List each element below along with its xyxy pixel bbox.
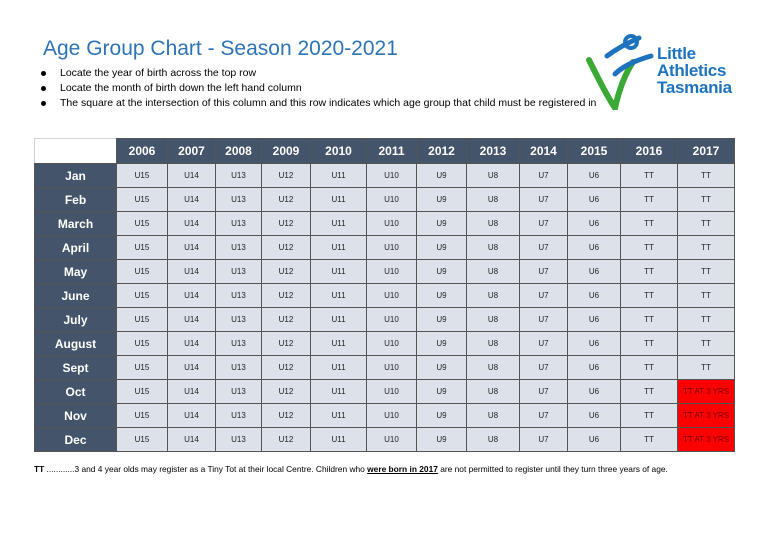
age-group-cell: U12 bbox=[262, 332, 311, 356]
month-label: August bbox=[35, 332, 117, 356]
age-group-cell: U12 bbox=[262, 236, 311, 260]
month-label: Feb bbox=[35, 188, 117, 212]
age-group-cell: U14 bbox=[168, 404, 216, 428]
year-header-2013: 2013 bbox=[467, 139, 520, 164]
age-group-cell: U15 bbox=[117, 380, 168, 404]
age-group-cell: U9 bbox=[417, 404, 467, 428]
age-group-cell: U10 bbox=[367, 308, 417, 332]
age-group-cell: U8 bbox=[467, 188, 520, 212]
age-group-cell: U7 bbox=[520, 308, 568, 332]
age-group-cell: U11 bbox=[311, 356, 367, 380]
age-group-cell: U11 bbox=[311, 404, 367, 428]
age-group-cell: U11 bbox=[311, 260, 367, 284]
age-group-cell: U8 bbox=[467, 284, 520, 308]
age-group-cell: U11 bbox=[311, 188, 367, 212]
age-group-cell: U8 bbox=[467, 428, 520, 452]
age-group-cell: TT bbox=[621, 236, 678, 260]
age-group-cell: U7 bbox=[520, 164, 568, 188]
month-label: July bbox=[35, 308, 117, 332]
age-group-cell: TT bbox=[678, 188, 735, 212]
age-group-cell: U9 bbox=[417, 428, 467, 452]
year-header-row bbox=[35, 139, 735, 164]
age-group-cell: U7 bbox=[520, 188, 568, 212]
year-header-2015: 2015 bbox=[568, 139, 621, 164]
age-group-cell: U15 bbox=[117, 308, 168, 332]
age-group-cell: U6 bbox=[568, 260, 621, 284]
age-group-cell: U11 bbox=[311, 428, 367, 452]
age-group-cell: U13 bbox=[216, 164, 262, 188]
footnote-emphasis: were born in 2017 bbox=[367, 464, 438, 474]
age-group-cell: U15 bbox=[117, 404, 168, 428]
age-group-cell: TT bbox=[621, 188, 678, 212]
age-group-cell: U10 bbox=[367, 404, 417, 428]
age-group-table bbox=[34, 138, 735, 452]
month-label: Dec bbox=[35, 428, 117, 452]
age-group-cell: U7 bbox=[520, 404, 568, 428]
age-group-cell: U13 bbox=[216, 308, 262, 332]
table-row bbox=[35, 332, 735, 356]
age-group-cell: U9 bbox=[417, 260, 467, 284]
age-group-cell: U13 bbox=[216, 212, 262, 236]
age-group-cell: U11 bbox=[311, 380, 367, 404]
age-group-cell: U8 bbox=[467, 164, 520, 188]
age-group-cell: TT bbox=[621, 404, 678, 428]
table-row bbox=[35, 404, 735, 428]
footnote-label: TT bbox=[34, 464, 45, 474]
logo-text-line1: Little bbox=[657, 44, 696, 63]
age-group-cell: U12 bbox=[262, 404, 311, 428]
age-group-cell: TT AT 3 YRS bbox=[678, 404, 735, 428]
age-group-cell: TT bbox=[621, 260, 678, 284]
table-row bbox=[35, 164, 735, 188]
year-header-2014: 2014 bbox=[520, 139, 568, 164]
age-group-cell: U7 bbox=[520, 212, 568, 236]
age-group-cell: U14 bbox=[168, 212, 216, 236]
month-label: April bbox=[35, 236, 117, 260]
age-group-cell: U12 bbox=[262, 428, 311, 452]
table-row bbox=[35, 236, 735, 260]
age-group-cell: U13 bbox=[216, 404, 262, 428]
logo-text-line3: Tasmania bbox=[657, 78, 732, 97]
age-group-cell: U15 bbox=[117, 428, 168, 452]
age-group-cell: U8 bbox=[467, 260, 520, 284]
age-group-cell: U6 bbox=[568, 428, 621, 452]
table-row bbox=[35, 188, 735, 212]
age-group-cell: U12 bbox=[262, 380, 311, 404]
age-group-cell: U7 bbox=[520, 260, 568, 284]
age-group-cell: U8 bbox=[467, 212, 520, 236]
age-group-cell: U9 bbox=[417, 236, 467, 260]
age-group-cell: U6 bbox=[568, 284, 621, 308]
age-group-cell: U6 bbox=[568, 332, 621, 356]
age-group-cell: U8 bbox=[467, 332, 520, 356]
age-group-cell: U8 bbox=[467, 236, 520, 260]
age-group-cell: TT bbox=[678, 236, 735, 260]
instructions-list bbox=[38, 66, 596, 111]
age-group-cell: TT bbox=[621, 356, 678, 380]
age-group-cell: U8 bbox=[467, 404, 520, 428]
age-group-cell: U10 bbox=[367, 260, 417, 284]
age-group-cell: U10 bbox=[367, 212, 417, 236]
year-header-2006: 2006 bbox=[117, 139, 168, 164]
age-group-cell: U15 bbox=[117, 260, 168, 284]
instruction-item: Locate the year of birth across the top row bbox=[38, 66, 596, 81]
age-group-cell: U10 bbox=[367, 356, 417, 380]
age-group-cell: U9 bbox=[417, 212, 467, 236]
age-group-cell: U8 bbox=[467, 380, 520, 404]
age-group-cell: U9 bbox=[417, 380, 467, 404]
age-group-cell: U9 bbox=[417, 188, 467, 212]
year-header-2009: 2009 bbox=[262, 139, 311, 164]
age-group-cell: U15 bbox=[117, 284, 168, 308]
age-group-cell: U15 bbox=[117, 236, 168, 260]
page-title: Age Group Chart - Season 2020-2021 bbox=[43, 37, 398, 60]
age-group-cell: U15 bbox=[117, 356, 168, 380]
age-group-cell: U10 bbox=[367, 332, 417, 356]
age-group-cell: U6 bbox=[568, 188, 621, 212]
age-group-cell: U13 bbox=[216, 260, 262, 284]
age-group-cell: U11 bbox=[311, 236, 367, 260]
year-header-2007: 2007 bbox=[168, 139, 216, 164]
age-group-cell: TT bbox=[678, 260, 735, 284]
age-group-cell: U6 bbox=[568, 380, 621, 404]
age-group-cell: U7 bbox=[520, 380, 568, 404]
age-group-cell: U10 bbox=[367, 428, 417, 452]
table-row bbox=[35, 284, 735, 308]
instruction-item: Locate the month of birth down the left hand column bbox=[38, 81, 596, 96]
month-label: June bbox=[35, 284, 117, 308]
month-label: Nov bbox=[35, 404, 117, 428]
age-group-cell: TT AT 3 YRS bbox=[678, 428, 735, 452]
age-group-cell: U15 bbox=[117, 188, 168, 212]
age-group-cell: U14 bbox=[168, 380, 216, 404]
age-group-cell: U14 bbox=[168, 308, 216, 332]
age-group-cell: U9 bbox=[417, 164, 467, 188]
month-label: Oct bbox=[35, 380, 117, 404]
age-group-cell: U14 bbox=[168, 284, 216, 308]
age-group-cell: TT bbox=[621, 284, 678, 308]
age-group-cell: U11 bbox=[311, 164, 367, 188]
age-group-cell: U14 bbox=[168, 332, 216, 356]
age-group-cell: TT bbox=[621, 164, 678, 188]
age-group-cell: U13 bbox=[216, 428, 262, 452]
age-group-cell: TT bbox=[678, 164, 735, 188]
age-group-cell: U13 bbox=[216, 380, 262, 404]
age-group-cell: U14 bbox=[168, 428, 216, 452]
age-group-cell: U15 bbox=[117, 332, 168, 356]
age-group-cell: U15 bbox=[117, 212, 168, 236]
age-group-cell: TT bbox=[621, 428, 678, 452]
age-group-cell: TT bbox=[678, 356, 735, 380]
year-header-2010: 2010 bbox=[311, 139, 367, 164]
month-label: May bbox=[35, 260, 117, 284]
age-group-cell: U12 bbox=[262, 356, 311, 380]
age-group-cell: TT bbox=[621, 308, 678, 332]
age-group-cell: U10 bbox=[367, 284, 417, 308]
age-group-cell: U12 bbox=[262, 260, 311, 284]
age-group-cell: U7 bbox=[520, 428, 568, 452]
table-row bbox=[35, 308, 735, 332]
age-group-cell: U13 bbox=[216, 332, 262, 356]
age-group-cell: U14 bbox=[168, 356, 216, 380]
age-group-cell: U9 bbox=[417, 308, 467, 332]
age-group-cell: U13 bbox=[216, 284, 262, 308]
age-group-cell: U6 bbox=[568, 404, 621, 428]
age-group-cell: U12 bbox=[262, 212, 311, 236]
age-group-cell: U6 bbox=[568, 356, 621, 380]
age-group-cell: U6 bbox=[568, 236, 621, 260]
age-group-cell: U10 bbox=[367, 236, 417, 260]
age-group-cell: U10 bbox=[367, 164, 417, 188]
age-group-cell: U6 bbox=[568, 212, 621, 236]
age-group-cell: U10 bbox=[367, 188, 417, 212]
footnote-text-end: are not permitted to register until they turn three years of age. bbox=[437, 464, 668, 474]
month-label: March bbox=[35, 212, 117, 236]
age-group-cell: U11 bbox=[311, 332, 367, 356]
age-group-cell: U6 bbox=[568, 308, 621, 332]
athlete-ribbon-icon bbox=[585, 30, 657, 110]
little-athletics-logo bbox=[585, 30, 745, 110]
table-row bbox=[35, 428, 735, 452]
age-group-cell: U14 bbox=[168, 260, 216, 284]
age-group-cell: U15 bbox=[117, 164, 168, 188]
age-group-cell: U7 bbox=[520, 356, 568, 380]
age-group-cell: U8 bbox=[467, 356, 520, 380]
age-group-cell: U13 bbox=[216, 236, 262, 260]
age-group-cell: TT bbox=[621, 212, 678, 236]
age-group-cell: U10 bbox=[367, 380, 417, 404]
age-group-cell: U12 bbox=[262, 188, 311, 212]
age-group-cell: U7 bbox=[520, 332, 568, 356]
table-row bbox=[35, 212, 735, 236]
age-group-cell: U11 bbox=[311, 308, 367, 332]
table-row bbox=[35, 260, 735, 284]
age-group-cell: U6 bbox=[568, 164, 621, 188]
footnote bbox=[34, 464, 668, 474]
year-header-2016: 2016 bbox=[621, 139, 678, 164]
table-row bbox=[35, 380, 735, 404]
age-group-cell: TT bbox=[678, 284, 735, 308]
age-group-cell: U9 bbox=[417, 332, 467, 356]
age-group-cell: U7 bbox=[520, 284, 568, 308]
age-group-cell: U14 bbox=[168, 236, 216, 260]
year-header-2012: 2012 bbox=[417, 139, 467, 164]
table-corner bbox=[35, 139, 117, 164]
age-group-cell: TT bbox=[678, 332, 735, 356]
age-group-cell: U13 bbox=[216, 356, 262, 380]
age-group-cell: U14 bbox=[168, 188, 216, 212]
year-header-2011: 2011 bbox=[367, 139, 417, 164]
age-group-cell: U14 bbox=[168, 164, 216, 188]
age-group-cell: U9 bbox=[417, 284, 467, 308]
year-header-2008: 2008 bbox=[216, 139, 262, 164]
age-group-cell: U12 bbox=[262, 164, 311, 188]
age-group-cell: U11 bbox=[311, 284, 367, 308]
footnote-text: ............3 and 4 year olds may register as a Tiny Tot at their local Centre. Children who bbox=[44, 464, 368, 474]
month-label: Jan bbox=[35, 164, 117, 188]
table-row bbox=[35, 356, 735, 380]
age-group-cell: U11 bbox=[311, 212, 367, 236]
month-label: Sept bbox=[35, 356, 117, 380]
age-group-cell: U13 bbox=[216, 188, 262, 212]
year-header-2017: 2017 bbox=[678, 139, 735, 164]
age-group-cell: U12 bbox=[262, 284, 311, 308]
age-group-cell: U7 bbox=[520, 236, 568, 260]
age-group-cell: U8 bbox=[467, 308, 520, 332]
instruction-item: The square at the intersection of this column and this row indicates which age group that child must be registered in bbox=[38, 96, 596, 111]
logo-text-line2: Athletics bbox=[657, 61, 727, 80]
age-group-cell: TT bbox=[678, 308, 735, 332]
age-group-cell: TT bbox=[621, 332, 678, 356]
age-group-cell: TT AT 3 YRS bbox=[678, 380, 735, 404]
age-group-cell: U9 bbox=[417, 356, 467, 380]
age-group-cell: TT bbox=[678, 212, 735, 236]
age-group-cell: TT bbox=[621, 380, 678, 404]
age-group-cell: U12 bbox=[262, 308, 311, 332]
